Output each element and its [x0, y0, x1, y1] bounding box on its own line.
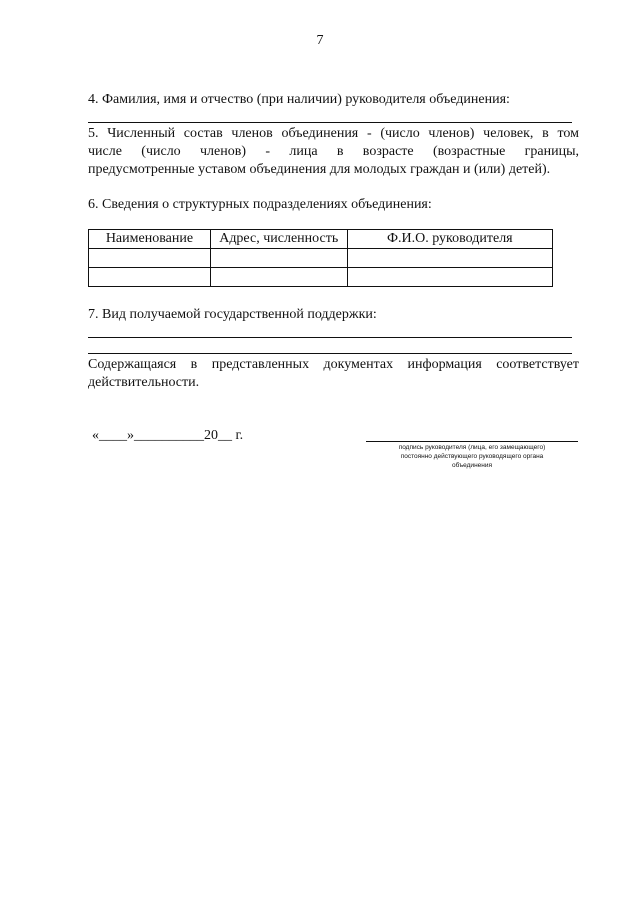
declaration-line-2: действительности. [88, 375, 200, 390]
leader-name-field-line [88, 122, 572, 123]
table-cell [347, 249, 552, 268]
table-row [89, 268, 553, 287]
signature-caption [362, 443, 582, 470]
section-4-heading: 4. Фамилия, имя и отчество (при наличии) руководителя объединения: [88, 92, 510, 107]
table-cell [210, 249, 347, 268]
subdivisions-table [88, 229, 553, 287]
column-header-name: Наименование [89, 230, 211, 249]
signature-caption-line-2: постоянно действующего руководящего органа [400, 453, 544, 460]
section-7-heading: 7. Вид получаемой государственной поддержки: [88, 307, 377, 322]
support-field-line-2 [88, 353, 572, 354]
signature-line [366, 441, 578, 442]
section-5-line-2: числе (число членов) - лица в возрасте (возрастные границы, [88, 144, 579, 159]
table-cell [347, 268, 552, 287]
table-cell [210, 268, 347, 287]
section-5-line-3: предусмотренные уставом объединения для молодых граждан и (или) детей). [88, 162, 551, 177]
date-field: «____»__________20__ г. [92, 428, 244, 443]
signature-caption-line-1: подпись руководителя (лица, его замещающего) [398, 444, 546, 451]
signature-caption-line-3: объединения [451, 462, 493, 469]
column-header-leader: Ф.И.О. руководителя [347, 230, 552, 249]
section-5-line-1: 5. Численный состав членов объединения - (число членов) человек, в том [88, 126, 579, 141]
column-header-address: Адрес, численность [210, 230, 347, 249]
support-field-line-1 [88, 337, 572, 338]
table-cell [89, 268, 211, 287]
declaration-line-1: Содержащаяся в представленных документах информация соответствует [88, 357, 579, 372]
page-number: 7 [316, 33, 324, 48]
section-6-heading: 6. Сведения о структурных подразделениях объединения: [88, 197, 432, 212]
table-cell [89, 249, 211, 268]
table-row [89, 249, 553, 268]
table-header-row [89, 230, 553, 249]
